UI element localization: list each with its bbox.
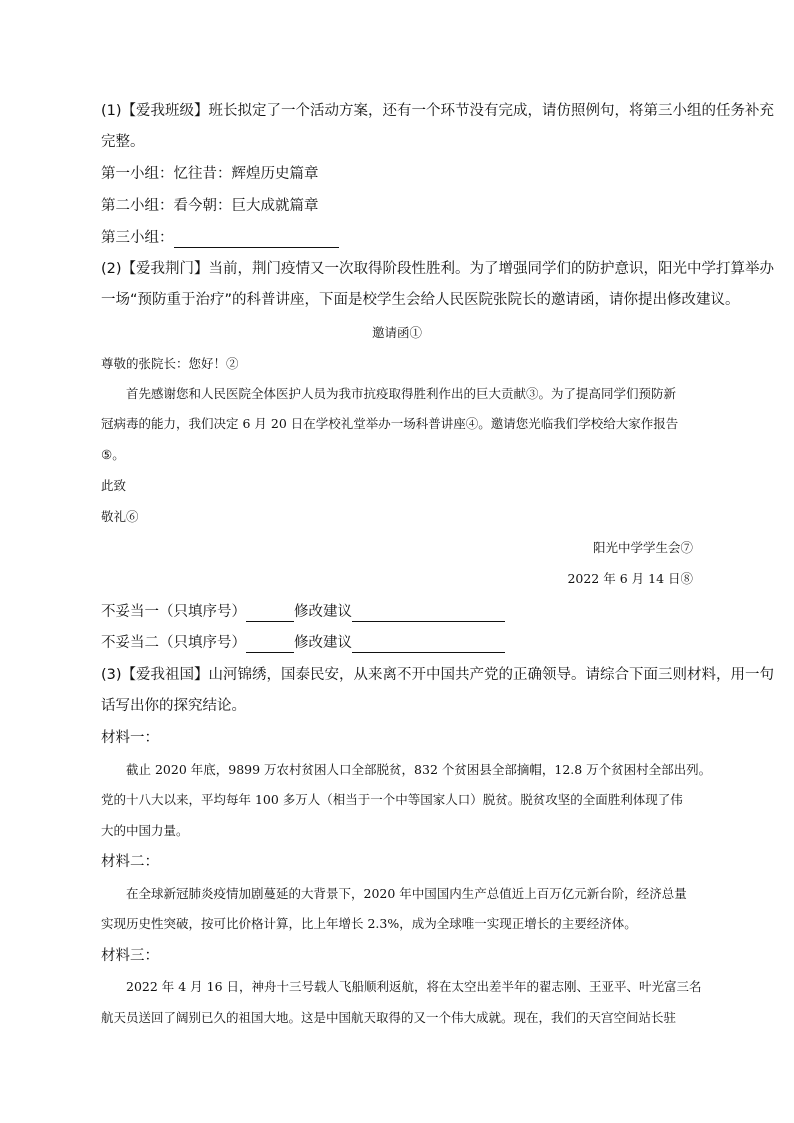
- letter-signer: 阳光中学学生会⑦: [592, 540, 693, 555]
- material2-title: 材料二：: [101, 854, 159, 870]
- material3-line1: 2022 年 4 月 16 日，神舟十三号载人飞船顺利返航，将在太空出差半年的翟志刚、王亚平、叶光富三名: [126, 979, 702, 994]
- letter-greeting: 尊敬的张院长：您好！②: [101, 356, 239, 371]
- material1-line3: 大的中国力量。: [101, 823, 189, 838]
- q1-group3-row: [101, 228, 339, 248]
- material1-title: 材料一：: [101, 730, 159, 746]
- q1-group3-answer-blank[interactable]: [174, 232, 339, 248]
- q2-answer1-label: 不妥当一（只填序号）: [101, 604, 246, 620]
- q1-group1: 第一小组：忆往昔：辉煌历史篇章: [101, 166, 319, 182]
- letter-body-line3: ⑤。: [101, 447, 125, 462]
- material3-title: 材料三：: [101, 948, 159, 964]
- q2-answer1-suggest-blank[interactable]: [352, 606, 505, 622]
- material2-line1: 在全球新冠肺炎疫情加剧蔓延的大背景下，2020 年中国国内生产总值近上百万亿元新台阶，经济总量: [126, 886, 687, 901]
- letter-title: 邀请函①: [371, 325, 422, 340]
- q3-prompt-line1: (3)【爱我祖国】山河锦绣，国泰民安，从来离不开中国共产党的正确领导。请综合下面三则材料，用一句: [101, 667, 775, 683]
- q2-answer-row2: [101, 633, 505, 653]
- material1-line1: 截止 2020 年底，9899 万农村贫困人口全部脱贫，832 个贫困县全部摘帽，12.8 万个贫困村全部出列。: [126, 762, 712, 777]
- letter-date: 2022 年 6 月 14 日⑧: [567, 571, 693, 586]
- q2-prompt-line1: (2)【爱我荆门】当前，荆门疫情又一次取得阶段性胜利。为了增强同学们的防护意识，阳光中学打算举办: [101, 261, 775, 277]
- material2-line2: 实现历史性突破，按可比价格计算，比上年增长 2.3%，成为全球唯一实现正增长的主要经济体。: [101, 916, 637, 931]
- letter-body-line2: 冠病毒的能力，我们决定 6 月 20 日在学校礼堂举办一场科普讲座④。邀请您光临我们学校给大家作报告: [101, 416, 679, 431]
- letter-body-line1: 首先感谢您和人民医院全体医护人员为我市抗疫取得胜利作出的巨大贡献③。为了提高同学们预防新: [126, 386, 677, 401]
- q1-prompt-line2: 完整。: [101, 134, 145, 150]
- q1-group3-label: 第三小组：: [101, 230, 174, 246]
- q2-answer2-suggest-label: 修改建议: [294, 635, 352, 651]
- letter-closing-line2: 敬礼⑥: [101, 509, 139, 524]
- q1-prompt-line1: (1)【爱我班级】班长拟定了一个活动方案，还有一个环节没有完成，请仿照例句，将第三小组的任务补充: [101, 103, 775, 119]
- q2-prompt-line2: 一场“预防重于治疗”的科普讲座，下面是校学生会给人民医院张院长的邀请函，请你提出修改建议。: [101, 292, 740, 308]
- material3-line2: 航天员送回了阔别已久的祖国大地。这是中国航天取得的又一个伟大成就。现在，我们的天宫空间站长驻: [101, 1010, 677, 1025]
- q2-answer1-number-blank[interactable]: [246, 606, 294, 622]
- q2-answer-row1: [101, 602, 505, 622]
- q2-answer2-suggest-blank[interactable]: [352, 637, 505, 653]
- letter-closing-line1: 此致: [101, 478, 127, 493]
- q1-group2: 第二小组：看今朝：巨大成就篇章: [101, 198, 319, 214]
- material1-line2: 党的十八大以来，平均每年 100 多万人（相当于一个中等国家人口）脱贫。脱贫攻坚的全面胜利体现了伟: [101, 792, 683, 807]
- q2-answer2-label: 不妥当二（只填序号）: [101, 635, 246, 651]
- q2-answer2-number-blank[interactable]: [246, 637, 294, 653]
- q2-answer1-suggest-label: 修改建议: [294, 604, 352, 620]
- q3-prompt-line2: 话写出你的探究结论。: [101, 698, 246, 714]
